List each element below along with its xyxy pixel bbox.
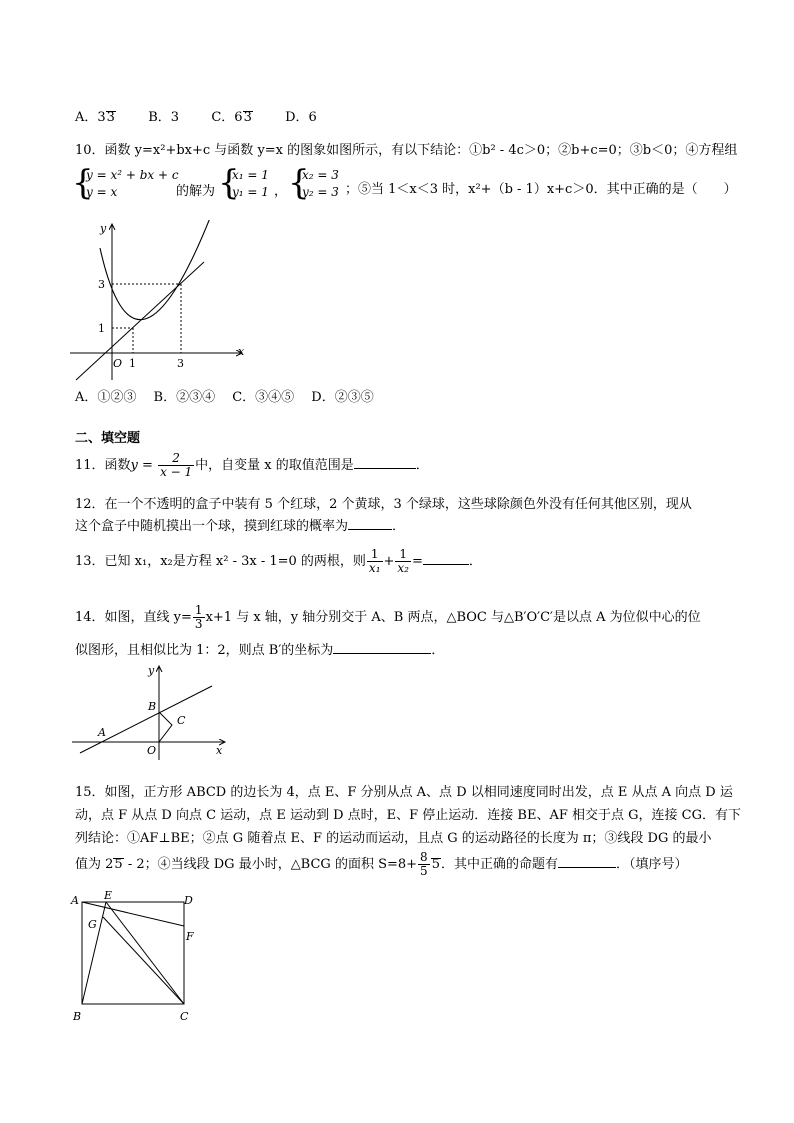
q14-point-o: O bbox=[147, 744, 157, 757]
q13-fraction1-den: x₁ bbox=[368, 561, 381, 575]
q13-end: ． bbox=[468, 554, 482, 569]
q10-solution2 bbox=[302, 167, 339, 201]
q10-graph bbox=[70, 220, 250, 385]
q15-line4-post: ．其中正确的命题有 bbox=[440, 857, 558, 872]
q11-equals: = bbox=[137, 458, 158, 473]
q14-denominator: 3 bbox=[194, 617, 203, 631]
q15-line4-middle: - 2；④当线段 DG 最小时，△BCG 的面积 S=8+ bbox=[123, 857, 418, 872]
q10-y-label: y bbox=[100, 222, 107, 235]
q14-prefix: 14．如图，直线 y= bbox=[75, 610, 192, 625]
q10-solution1-brace: { bbox=[218, 163, 240, 203]
q14-line bbox=[80, 686, 212, 753]
q11-denominator: x − 1 bbox=[160, 465, 193, 479]
q13-equals: = bbox=[411, 554, 423, 569]
q10-tick-x3: 3 bbox=[177, 357, 184, 370]
q10-line2-rest: ；⑤当 1＜x＜3 时，x²+（b - 1）x+c＞0．其中正确的是（ ） bbox=[345, 182, 737, 197]
q14-suffix: x+1 与 x 轴，y 轴分别交于 A、B 两点，△BOC 与△B′O′C′是以点 A 为位似中心的位 bbox=[205, 610, 701, 625]
q15-square-abcd bbox=[82, 902, 184, 1004]
q10-system1-brace: { bbox=[72, 163, 94, 203]
q10-system1-top: y = x² + bx + c bbox=[86, 168, 179, 182]
q10-system1 bbox=[86, 167, 179, 201]
q15-point-a: A bbox=[71, 894, 79, 907]
q10-origin-label: O bbox=[113, 357, 123, 370]
q13-fraction2 bbox=[395, 548, 411, 575]
q14-point-c: C bbox=[177, 714, 186, 727]
q14-end: ． bbox=[431, 643, 445, 658]
q14-answer-blank[interactable] bbox=[333, 641, 431, 654]
q14-triangle-boc bbox=[159, 712, 172, 742]
q13-plus: + bbox=[383, 554, 395, 569]
q14-point-a: A bbox=[98, 726, 106, 739]
q11-y: y bbox=[130, 458, 138, 473]
q10-solution2-brace: { bbox=[288, 163, 310, 203]
q10-line-y-equals-x bbox=[76, 262, 204, 380]
q15-line2: 动，点 F 从点 D 向点 C 运动，点 E 运动到 D 点时，E、F 停止运动．连接 BE、AF 相交于点 G，连接 CG．有下 bbox=[75, 808, 741, 823]
q14-line2 bbox=[75, 641, 444, 659]
q11-prefix: 11．函数 bbox=[75, 458, 131, 473]
q15-line4 bbox=[75, 850, 688, 880]
q10-tick-y1: 1 bbox=[98, 322, 105, 335]
q9-option-c-radical: 3 bbox=[243, 110, 252, 125]
q10-tick-y3: 3 bbox=[98, 278, 105, 291]
q15-point-e: E bbox=[104, 890, 113, 902]
q15-line4-end: ．（填序号） bbox=[615, 857, 688, 872]
q13-fraction2-den: x₂ bbox=[397, 561, 409, 575]
q9-option-a: A．3 bbox=[75, 110, 106, 125]
q14-graph bbox=[70, 662, 240, 762]
q15-graph bbox=[70, 890, 200, 1025]
q12-line2-text: 这个盒子中随机摸出一个球，摸到红球的概率为 bbox=[75, 519, 349, 534]
q15-segment-af bbox=[82, 902, 184, 926]
q15-radical1: 5 bbox=[114, 857, 123, 872]
q15-fraction-num: 8 bbox=[420, 850, 428, 864]
q15-answer-blank[interactable] bbox=[558, 855, 616, 868]
q9-option-d: D．6 bbox=[285, 110, 317, 125]
q10-tick-x1: 1 bbox=[129, 357, 136, 370]
q12-answer-blank[interactable] bbox=[348, 517, 392, 530]
q13-fraction1-num: 1 bbox=[367, 548, 383, 562]
q15-point-f: F bbox=[186, 930, 194, 943]
q13 bbox=[75, 547, 482, 577]
q10-parabola bbox=[100, 220, 210, 320]
q9-option-a-radical: 3 bbox=[106, 110, 115, 125]
q14-line2-text: 似图形，且相似比为 1：2，则点 B′的坐标为 bbox=[75, 643, 334, 658]
q11-answer-blank[interactable] bbox=[354, 456, 416, 469]
q13-prefix: 13．已知 x₁，x₂是方程 x² - 3x - 1=0 的两根，则 bbox=[75, 554, 366, 569]
q11-end: ． bbox=[415, 458, 429, 473]
q14-y-label: y bbox=[148, 664, 155, 677]
q14-x-label: x bbox=[216, 744, 223, 757]
q10-solution-word: 的解为 bbox=[176, 184, 216, 199]
q14-line1 bbox=[75, 603, 701, 633]
q13-answer-blank[interactable] bbox=[423, 552, 469, 565]
q15-point-c: C bbox=[180, 1010, 189, 1023]
q10-solution1-top: x₁ = 1 bbox=[232, 168, 269, 182]
q15-fraction-den: 5 bbox=[420, 864, 428, 878]
q10-solution2-top: x₂ = 3 bbox=[302, 168, 339, 182]
q15-line3: 列结论：①AF⊥BE；②点 G 随着点 E、F 的运动而运动，且点 G 的运动路径的长度为 π；③线段 DG 的最小 bbox=[75, 831, 712, 846]
q14-numerator: 1 bbox=[194, 603, 203, 617]
q9-option-c: C．6 bbox=[211, 110, 243, 125]
q10-x-label: x bbox=[238, 345, 245, 358]
q15-line1: 15．如图，正方形 ABCD 的边长为 4，点 E、F 分别从点 A、点 D 以相同速度同时出发，点 E 从点 A 向点 D 运 bbox=[75, 785, 733, 800]
q15-point-b: B bbox=[73, 1010, 82, 1023]
q10-solution1 bbox=[232, 167, 269, 201]
q12-line1: 12．在一个不透明的盒子中装有 5 个红球，2 个黄球，3 个绿球，这些球除颜色外没有任何其他区别，现从 bbox=[75, 497, 692, 512]
q12-line2 bbox=[75, 517, 405, 535]
q11-suffix: 中，自变量 x 的取值范围是 bbox=[195, 458, 354, 473]
q14-point-b: B bbox=[148, 700, 157, 713]
q10-solution2-bottom: y₂ = 3 bbox=[302, 185, 339, 199]
q15-point-d: D bbox=[184, 894, 193, 907]
q15-segment-cg bbox=[103, 917, 184, 1004]
q11-numerator: 2 bbox=[158, 452, 194, 466]
q10-solution1-bottom: y₁ = 1 bbox=[232, 185, 269, 199]
q15-radical2: 5 bbox=[431, 857, 440, 872]
q10-system1-bottom: y = x bbox=[86, 185, 118, 199]
q15-line4-prefix: 值为 2 bbox=[75, 857, 114, 872]
q15-fraction bbox=[418, 851, 430, 878]
q10-comma: ， bbox=[274, 184, 288, 199]
q14-fraction bbox=[193, 604, 205, 631]
q12-end: ． bbox=[392, 519, 406, 534]
q9-options bbox=[75, 110, 317, 126]
q10-line1: 10．函数 y=x²+bx+c 与函数 y=x 的图象如图所示，有以下结论：①b² - 4c＞0；②b+c=0；③b＜0；④方程组 bbox=[75, 143, 738, 158]
q13-fraction1 bbox=[367, 548, 383, 575]
q10-options: A．①②③ B．②③④ C．③④⑤ D．②③⑤ bbox=[75, 390, 374, 405]
q11 bbox=[75, 452, 429, 480]
section-title: 二、填空题 bbox=[75, 431, 141, 446]
q9-option-b: B．3 bbox=[148, 110, 180, 125]
q13-fraction2-num: 1 bbox=[395, 548, 411, 562]
q11-fraction bbox=[158, 452, 194, 479]
q15-point-g: G bbox=[88, 918, 97, 931]
